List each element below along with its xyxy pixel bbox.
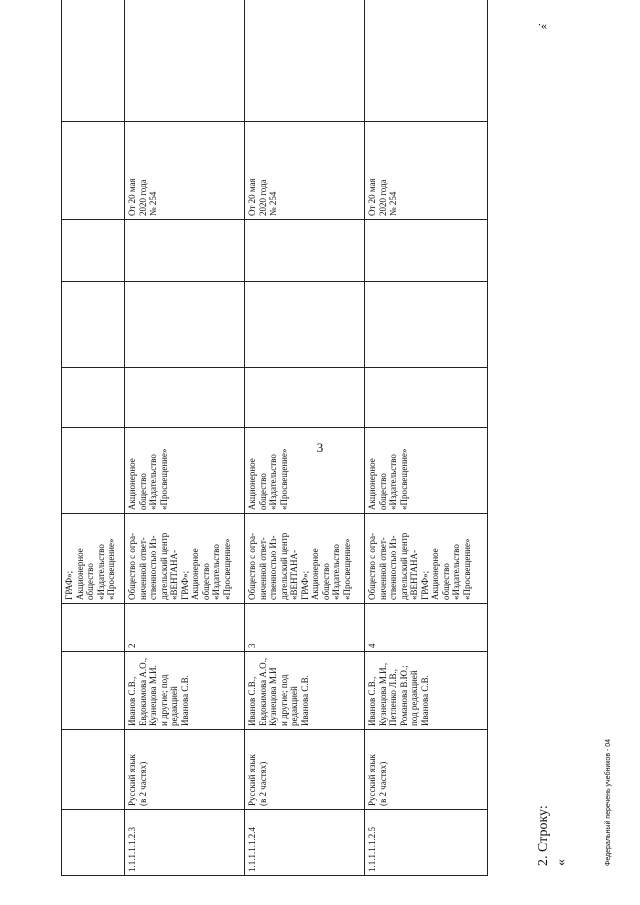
table-cell: Русский язык (в 2 частях) [365,730,488,810]
table-cell [245,220,365,282]
table-cell: 2 [125,604,245,652]
table-cell [62,282,125,368]
table-row [125,0,245,876]
table-cell: 1.1.1.1.1.2.4 [245,810,365,876]
table-row [62,0,125,876]
table-cell [245,368,365,428]
table-cell: Иванов С.В., Кузнецова М.И., Петленко Л.В., Романова В.Ю.; под редакцией Иванова С.В. [365,652,488,730]
table-cell [125,368,245,428]
opening-quote-mark: « [554,859,569,866]
table-cell: 4 [365,604,488,652]
footer-text: Федеральный перечень учебников - 04 [605,738,612,866]
table-cell [245,0,365,122]
section-label: 2. Строку: [536,805,551,866]
table-cell [365,282,488,368]
table-cell: Иванов С.В., Евдокимова А.О., Кузнецова М.И и другие; под редакцией Иванова С.В. [245,652,365,730]
table-cell [62,220,125,282]
table-cell [125,0,245,122]
table-cell [62,604,125,652]
table-cell [245,282,365,368]
table-cell: Русский язык (в 2 частях) [125,730,245,810]
table-cell [62,428,125,514]
table-cell: Акционерное общество «Издательство «Просвещение» [125,428,245,514]
textbook-list-table [61,0,488,876]
table-cell: Акционерное общество «Издательство «Просвещение» [365,428,488,514]
table-cell [365,220,488,282]
table-cell: ГРАФ»; Акционерное общество «Издательство «Просвещение» [62,514,125,604]
table-cell [62,730,125,810]
table-cell [62,122,125,220]
table-cell: 1.1.1.1.1.2.3 [125,810,245,876]
table-cell: 3 [245,604,365,652]
table-cell: От 20 мая 2020 года № 254 [245,122,365,220]
closing-quote-mark: ». [538,21,547,35]
page-number: 3 [316,440,324,455]
table-cell: Русский язык (в 2 частях) [245,730,365,810]
table-cell [125,220,245,282]
table-cell [62,368,125,428]
table-cell: 1.1.1.1.1.2.5 [365,810,488,876]
table-cell: Общество с огра- ниченной ответ- ственностью Из- дательский центр «ВЕНТАНА- ГРАФ»; Акционерное общество «Издательство «Просвещение» [365,514,488,604]
rotated-landscape-page [61,21,625,876]
table-cell: Иванов С.В., Евдокимова А.О., Кузнецова М.И. и другие; под редакцией Иванова С.В. [125,652,245,730]
table-row [245,0,365,876]
table-cell [62,0,125,122]
table-cell [125,282,245,368]
table-cell: Акционерное общество «Издательство «Просвещение» [245,428,365,514]
table-cell: Общество с огра- ниченной ответ- ственностью Из- дательский центр «ВЕНТАНА- ГРАФ»; Акционерное общество «Издательство «Просвещение» [245,514,365,604]
table-cell [365,0,488,122]
table-cell: Общество с огра- ниченной ответ- ственностью Из- дательский центр «ВЕНТАНА- ГРАФ»; Акционерное общество «Издательство «Просвещение» [125,514,245,604]
table-row [365,0,488,876]
table-cell [62,652,125,730]
table-cell: От 20 мая 2020 года № 254 [365,122,488,220]
table-cell: От 20 мая 2020 года № 254 [125,122,245,220]
table-cell [365,368,488,428]
table-cell [62,810,125,876]
